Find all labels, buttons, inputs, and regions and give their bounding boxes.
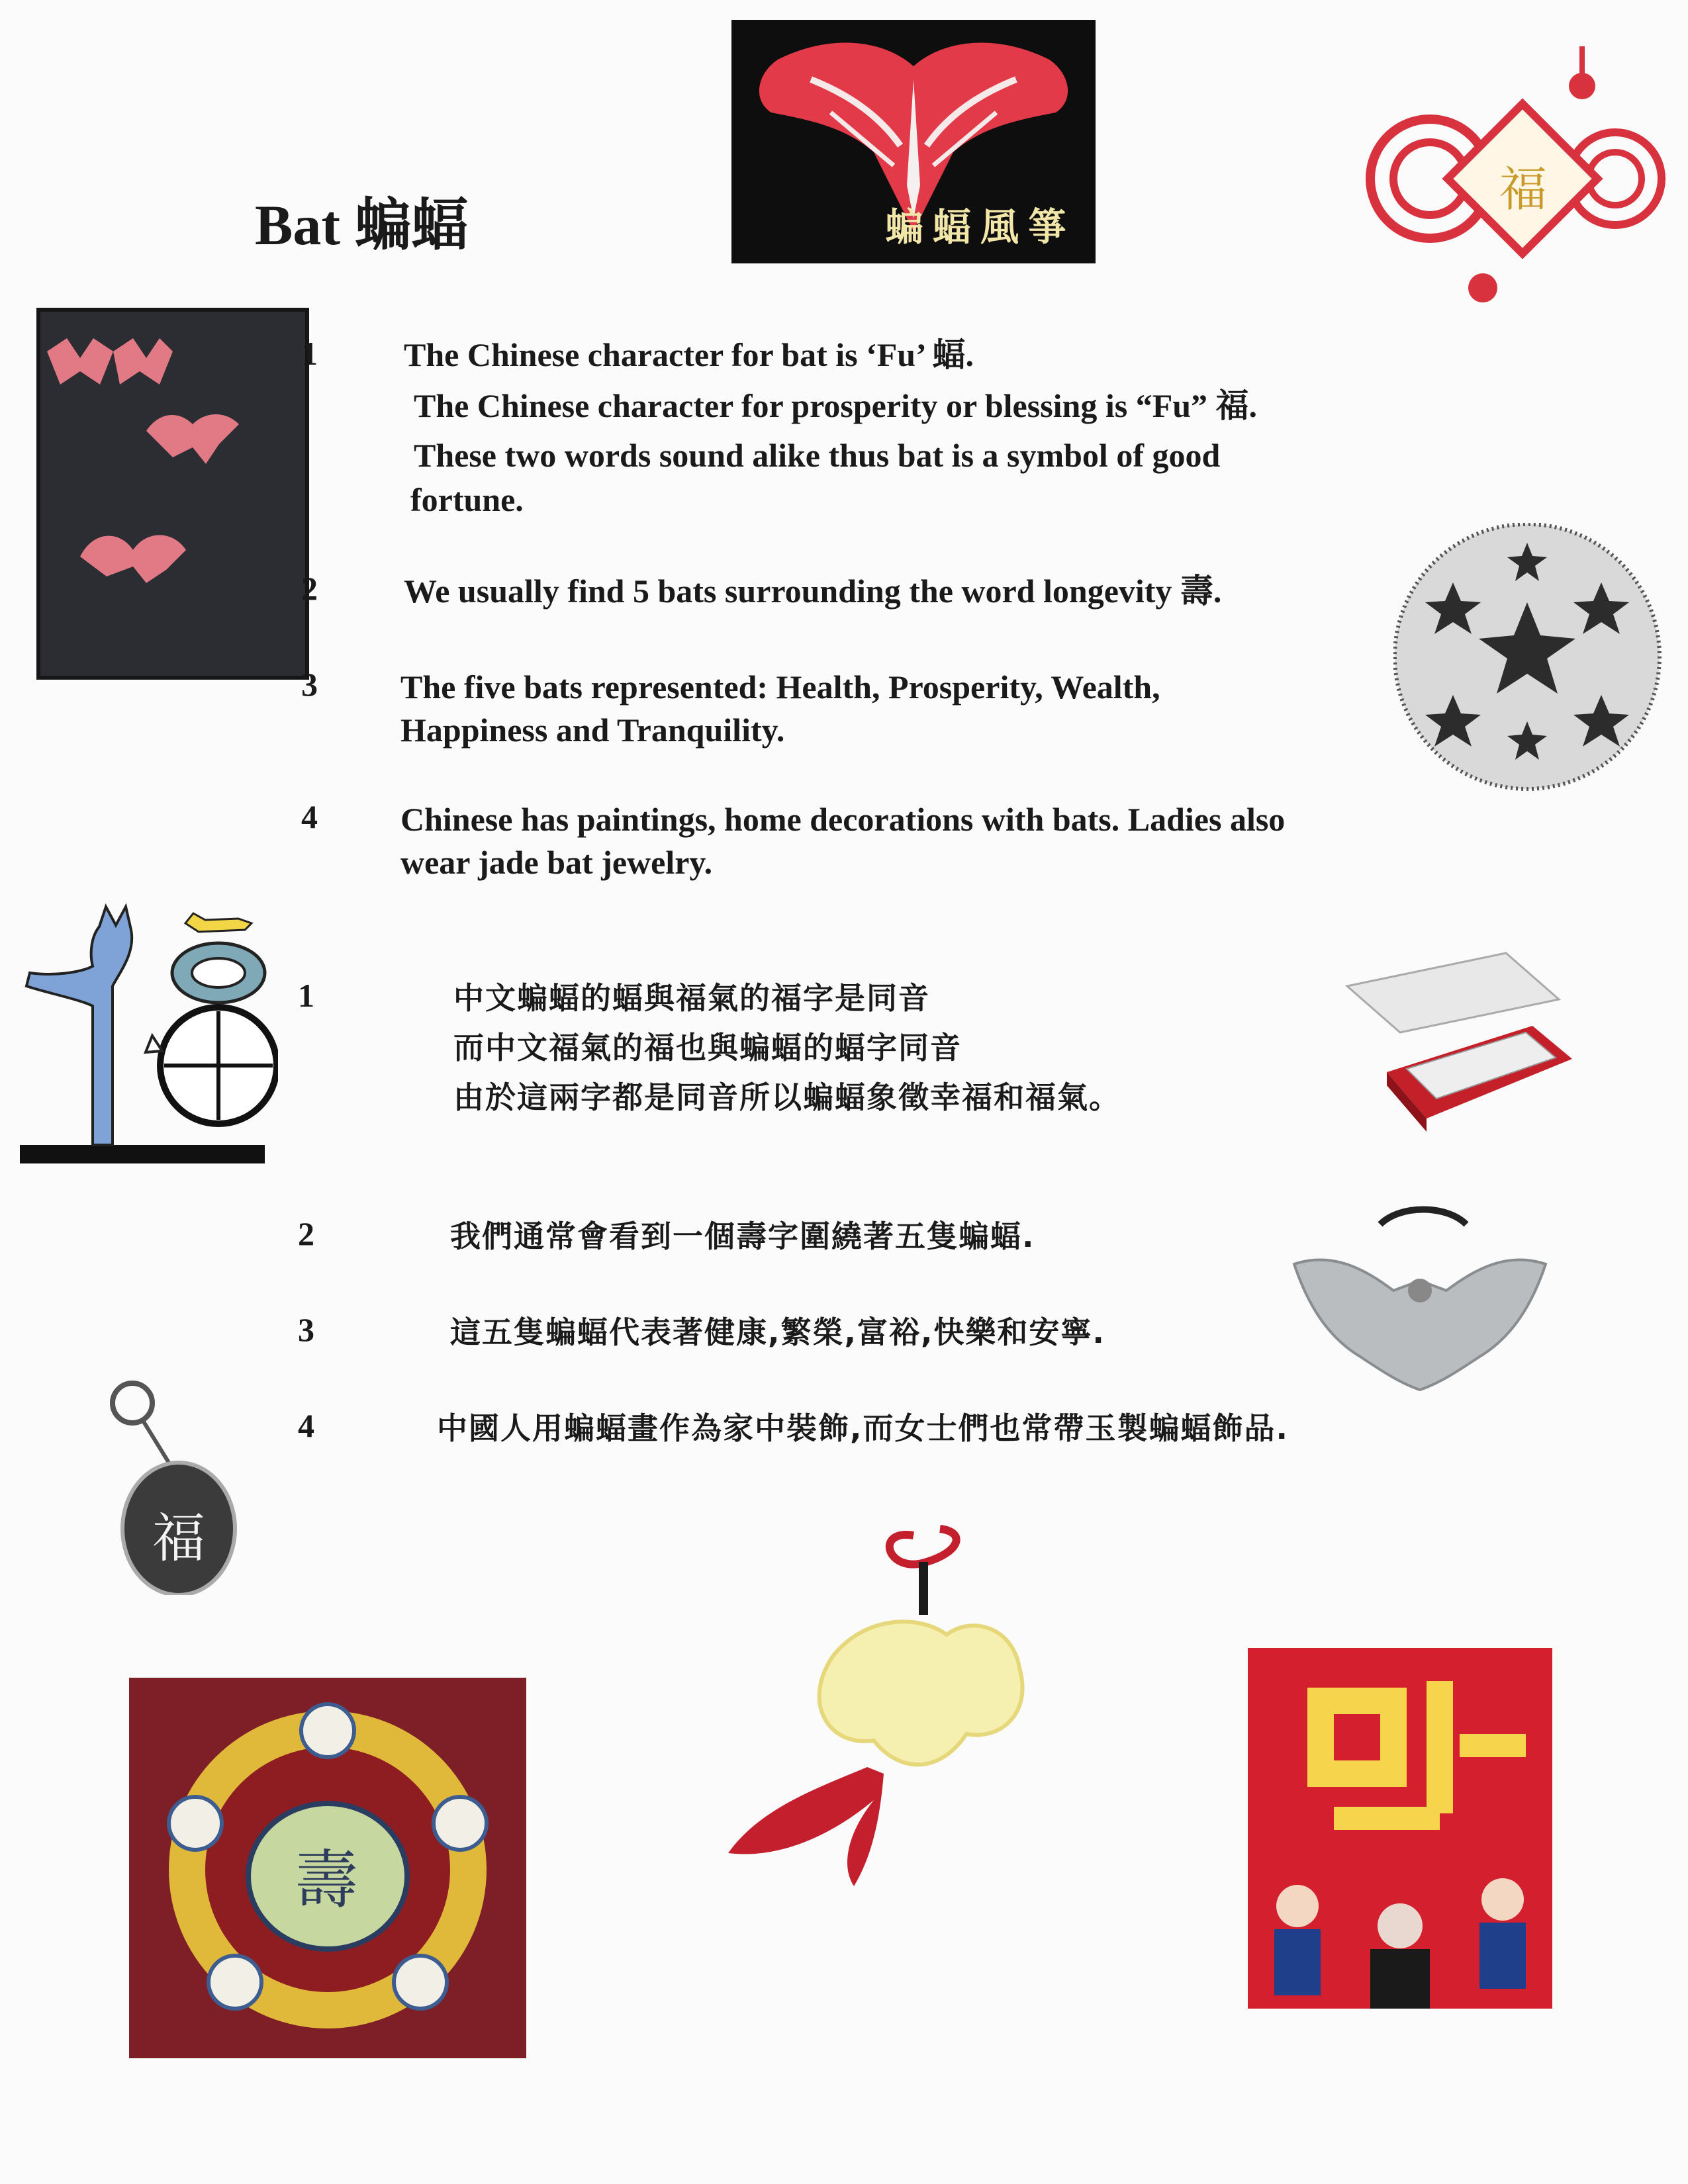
fu-keyring-image — [96, 1377, 248, 1595]
en-point-4-line-2: wear jade bat jewelry. — [400, 844, 713, 881]
en-point-3-number: 3 — [301, 666, 318, 703]
zh-point-3-line-1: 這五隻蝙蝠代表著健康,繁榮,富裕,快樂和安寧. — [450, 1314, 1105, 1350]
jade-bat-tassel-image — [702, 1522, 1086, 1893]
en-point-4-line-1: Chinese has paintings, home decorations with bats. Ladies also — [400, 801, 1286, 838]
bat-tessellation-disc — [1393, 523, 1662, 791]
zh-point-1-line-3: 由於這兩字都是同音所以蝙蝠象徵幸福和福氣。 — [453, 1079, 1121, 1115]
gift-box-image — [1307, 946, 1585, 1145]
cat-fu-illustration — [20, 900, 278, 1178]
en-point-1-line-3: These two words sound alike thus bat is a symbol of good — [414, 437, 1221, 474]
kite-caption: 蝙蝠風箏 — [884, 205, 1076, 250]
en-point-1-line-2: The Chinese character for prosperity or blessing is “Fu” 福. — [414, 387, 1258, 424]
en-point-2-number: 2 — [301, 570, 318, 607]
tassel-icon — [702, 1522, 1086, 1893]
chinese-knot-ornament — [1364, 46, 1675, 311]
poster-icon — [1248, 1648, 1552, 2009]
zh-point-2-line-1: 我們通常會看到一個壽字圍繞著五隻蝙蝠. — [450, 1218, 1035, 1254]
fu-glyph: 福 — [1499, 161, 1548, 217]
bat-pattern-icon — [1393, 523, 1662, 791]
upside-down-fu-poster-image — [1248, 1648, 1552, 2009]
flying-bats-icon — [40, 312, 305, 676]
en-point-2-line-1: We usually find 5 bats surrounding the word longevity 壽. — [404, 572, 1222, 610]
zh-point-2-number: 2 — [298, 1215, 314, 1252]
cat-fu-icon — [20, 900, 278, 1178]
bats-painting-image — [36, 308, 309, 680]
en-point-1-number: 1 — [301, 335, 318, 372]
shou-glyph: 壽 — [295, 1843, 358, 1917]
gift-box-icon — [1307, 946, 1585, 1145]
page-title: Bat 蝙蝠 — [255, 193, 469, 257]
jade-bat-icon — [1281, 1205, 1559, 1396]
en-point-4-number: 4 — [301, 798, 318, 835]
en-point-1-line-4: fortune. — [410, 481, 524, 518]
jade-bat-pendant-image — [1281, 1205, 1559, 1396]
bat-kite-image — [731, 20, 1096, 263]
zh-point-3-number: 3 — [298, 1311, 314, 1348]
keyring-fu-glyph: 福 — [152, 1508, 205, 1569]
zh-point-4-line-1: 中國人用蝙蝠畫作為家中裝飾,而女士們也常帶玉製蝙蝠飾品. — [437, 1410, 1289, 1446]
zh-point-1-line-2: 而中文福氣的福也與蝙蝠的蝠字同音 — [453, 1030, 962, 1066]
zh-point-1-line-1: 中文蝙蝠的蝠與福氣的福字是同音 — [453, 980, 930, 1016]
five-bats-embroidery-image — [129, 1678, 526, 2058]
en-point-3-line-2: Happiness and Tranquility. — [400, 711, 785, 749]
zh-point-1-number: 1 — [298, 977, 314, 1014]
en-point-3-line-1: The five bats represented: Health, Prosperity, Wealth, — [400, 668, 1160, 705]
en-point-1-line-1: The Chinese character for bat is ‘Fu’ 蝠. — [404, 336, 974, 373]
zh-point-4-number: 4 — [298, 1407, 314, 1444]
